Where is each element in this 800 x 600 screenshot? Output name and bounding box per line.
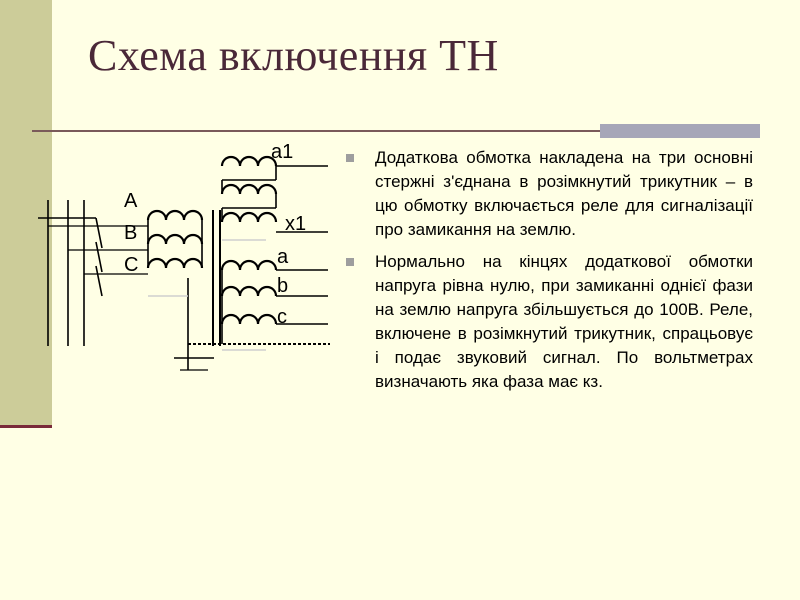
label-c: c (277, 306, 287, 328)
label-b: b (277, 275, 289, 297)
bullet-text: Нормально на кінцях додаткової обмотки напруга рівна нулю, при замиканні однієї фази на землю напруга збільшується до 100В. Реле, включене в розімкнутий трикутник, спрацьовує і подає звуковий сигнал. По вольтметрах визначають яка фаза має кз. (375, 252, 753, 391)
label-C: C (124, 254, 139, 276)
title-divider (32, 130, 600, 132)
title-divider-block (600, 124, 760, 138)
bullet-item (346, 250, 753, 394)
transformer-diagram-svg (38, 138, 338, 388)
square-bullet-icon (346, 258, 354, 266)
slide-title: Схема включення ТН (88, 31, 499, 80)
label-x1: x1 (285, 213, 307, 235)
label-A: A (124, 190, 138, 212)
bullet-text: Додаткова обмотка накладена на три основні стержні з'єднана в розімкнутий трикутник – в цю обмотку включається реле для сигналізації про замикання на землю. (375, 148, 753, 239)
transformer-diagram (38, 138, 338, 388)
label-a1: a1 (271, 141, 294, 163)
label-B: B (124, 222, 138, 244)
label-a: a (277, 246, 289, 268)
square-bullet-icon (346, 154, 354, 162)
bullet-list (346, 146, 753, 402)
bullet-item (346, 146, 753, 242)
left-sidebar-edge (0, 425, 52, 428)
